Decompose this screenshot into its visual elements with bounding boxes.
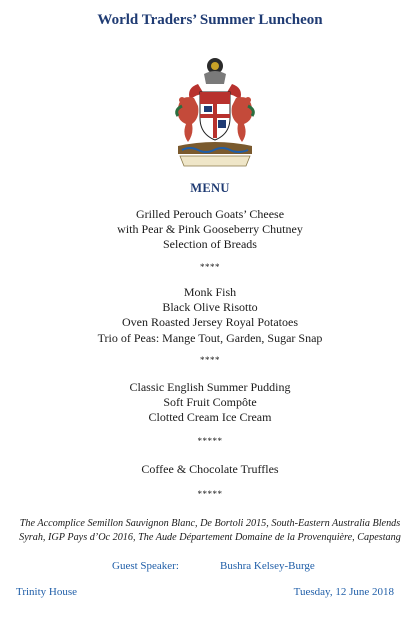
course-separator: ****: [200, 355, 220, 365]
wine-line: Syrah, IGP Pays d’Oc 2016, The Aude Département Domaine de la Provenquière, Capestang: [19, 532, 401, 543]
guest-speaker-name: Bushra Kelsey-Burge: [220, 560, 315, 572]
wine-list: [0, 517, 420, 545]
course-separator: *****: [197, 436, 223, 446]
menu-heading: MENU: [190, 181, 230, 195]
course-line: Oven Roasted Jersey Royal Potatoes: [122, 315, 298, 330]
venue: Trinity House: [16, 586, 78, 598]
course-line: Trio of Peas: Mange Tout, Garden, Sugar Snap: [97, 330, 323, 345]
course-line: Black Olive Risotto: [162, 300, 258, 315]
course-line: with Pear & Pink Gooseberry Chutney: [117, 222, 303, 237]
event-title: World Traders’ Summer Luncheon: [97, 12, 323, 28]
course-line: Clotted Cream Ice Cream: [148, 410, 272, 425]
course-dessert: [0, 380, 420, 426]
course-line: Soft Fruit Compôte: [163, 395, 257, 410]
course-line: Monk Fish: [183, 285, 237, 299]
course-starter: [0, 207, 420, 253]
course-line: Classic English Summer Pudding: [129, 380, 291, 394]
course-line: Selection of Breads: [163, 237, 257, 252]
course-line: Grilled Perouch Goats’ Cheese: [135, 207, 285, 221]
course-main: [0, 285, 420, 346]
wine-line: The Accomplice Semillon Sauvignon Blanc, De Bortoli 2015, South-Eastern Australia Blends: [19, 518, 401, 529]
heraldic-crest-icon: [168, 54, 262, 168]
course-separator: ****: [200, 262, 220, 272]
course-separator: *****: [197, 489, 223, 499]
event-date: Tuesday, 12 June 2018: [293, 586, 394, 598]
guest-speaker-label: Guest Speaker:: [112, 560, 179, 572]
course-line: Coffee & Chocolate Truffles: [141, 462, 279, 476]
course-coffee: [0, 462, 420, 477]
